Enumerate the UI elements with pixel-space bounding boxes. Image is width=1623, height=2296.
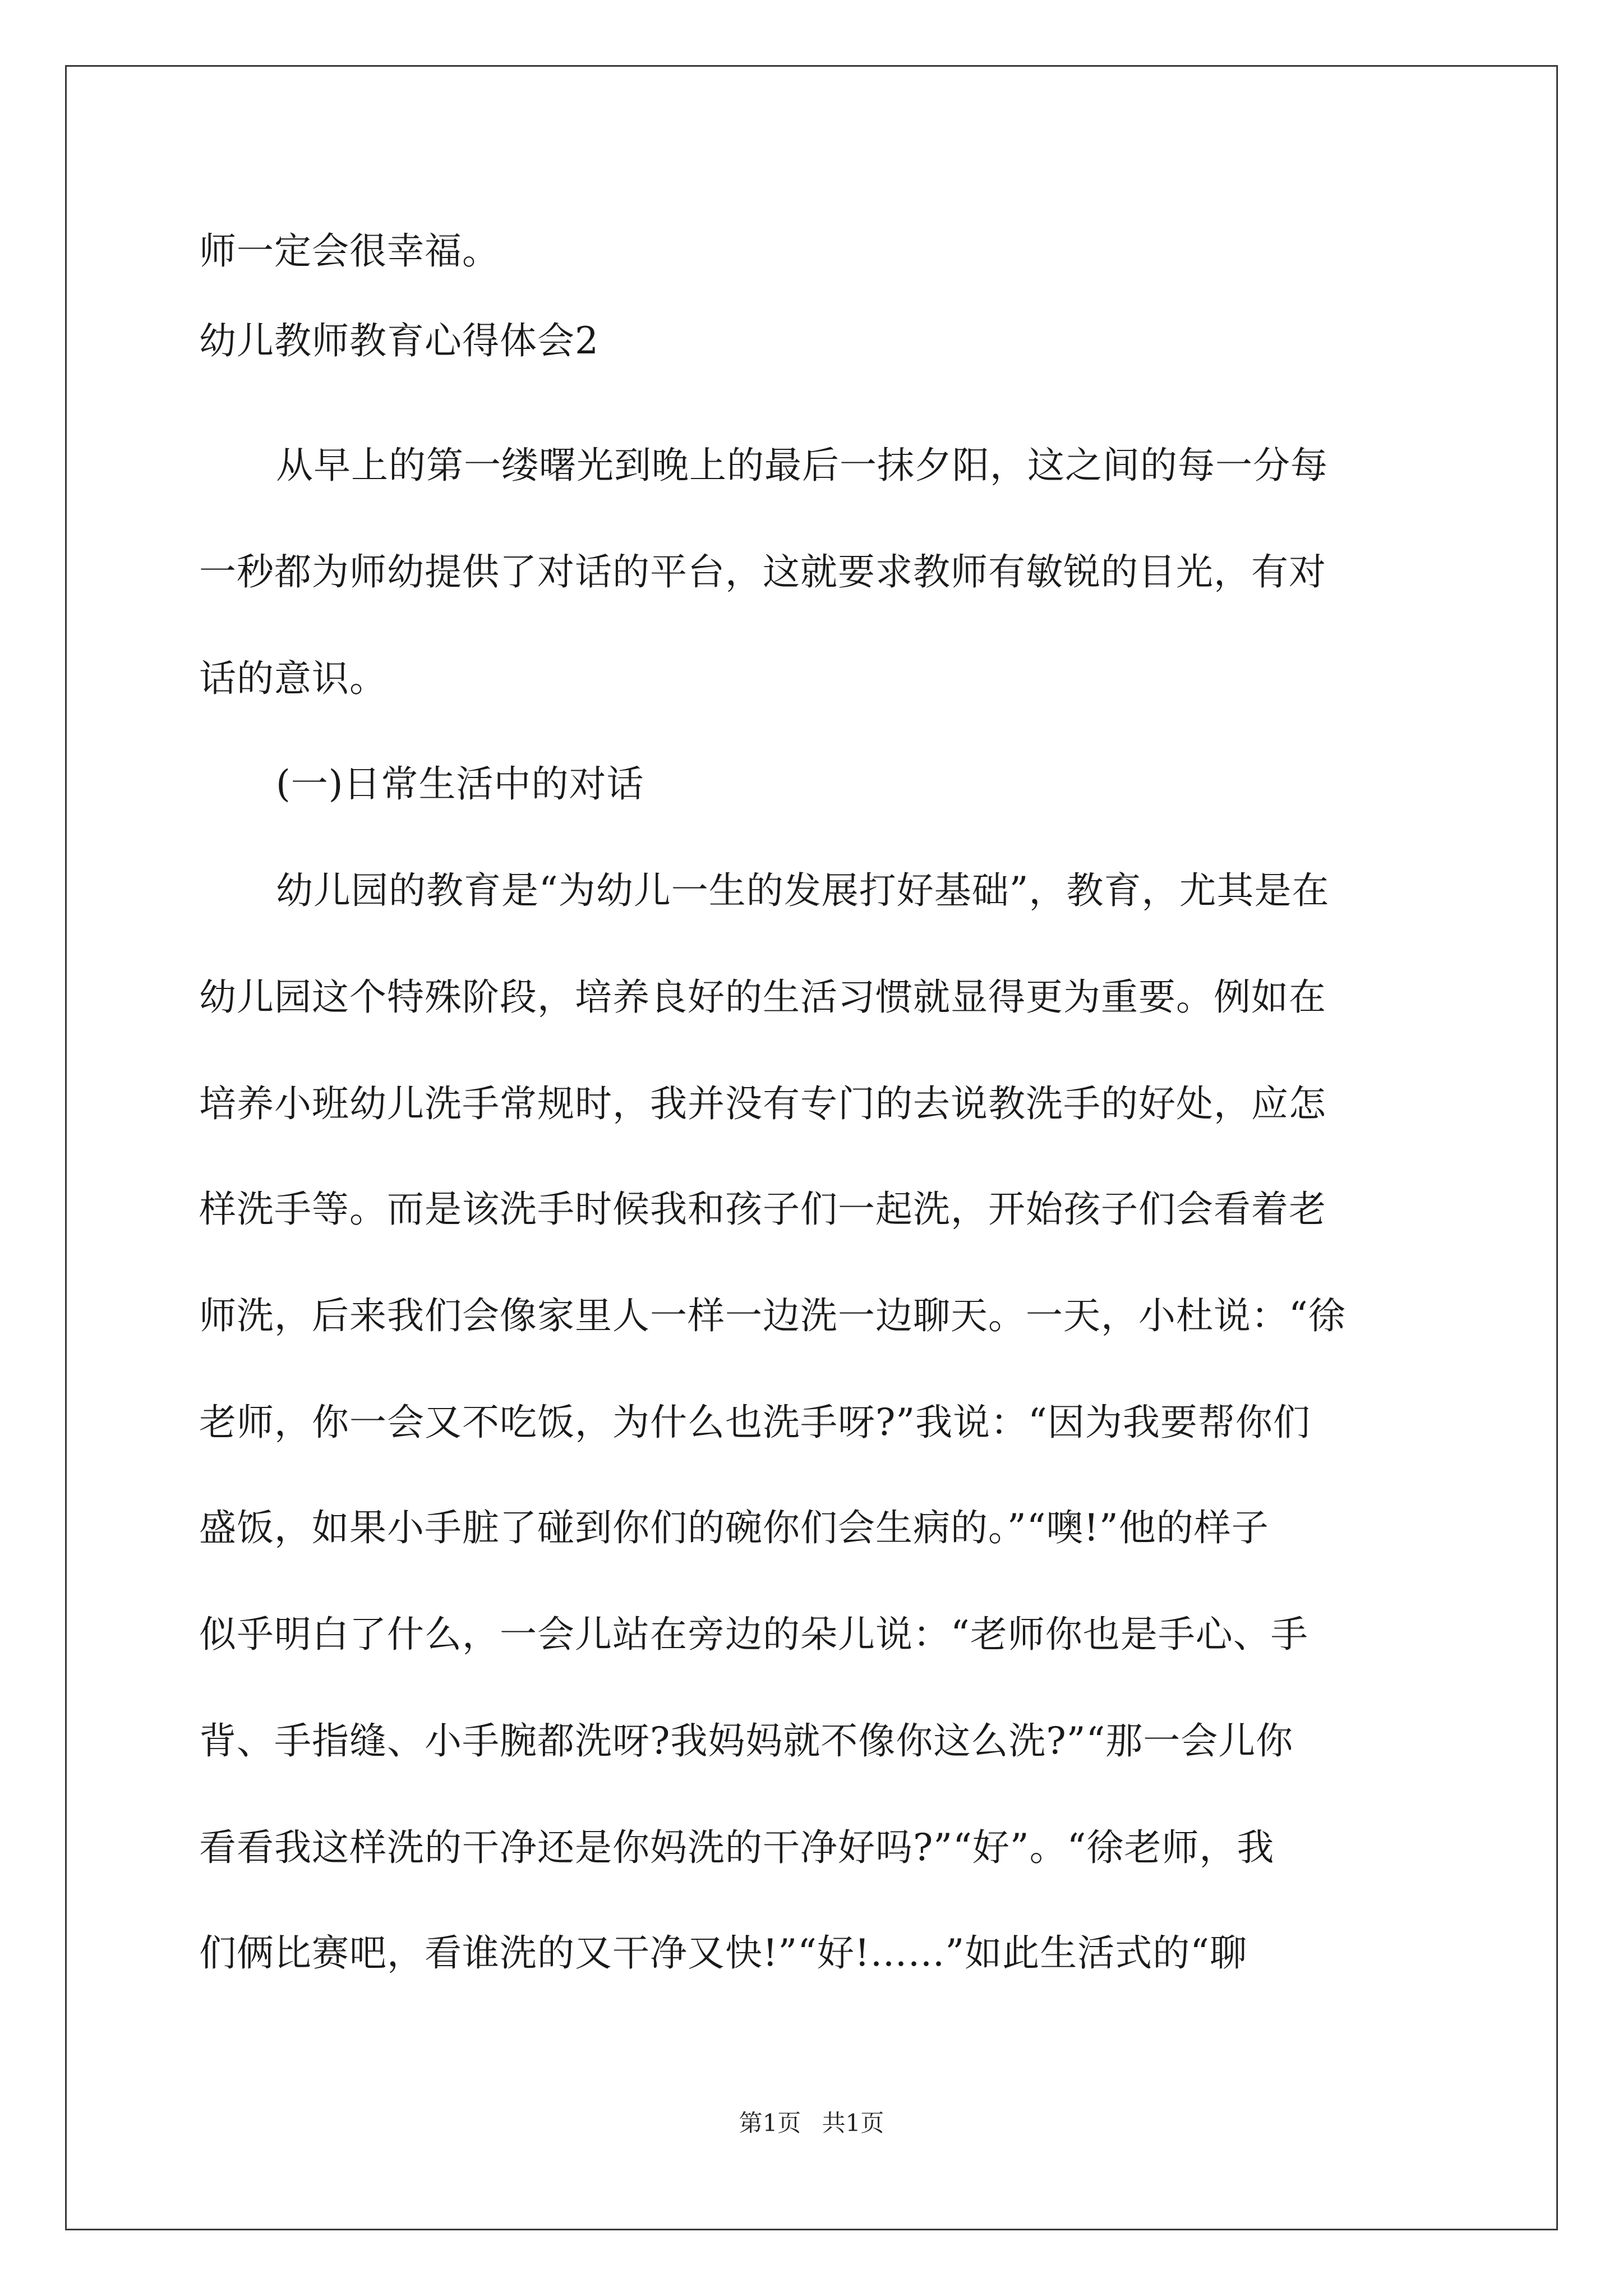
text-line-4: 一秒都为师幼提供了对话的平台，这就要求教师有敏锐的目光，有对 (199, 550, 1326, 593)
text-line-8: 幼儿园这个特殊阶段，培养良好的生活习惯就显得更为重要。例如在 (199, 976, 1326, 1019)
page-number: 第1页 (739, 2109, 801, 2137)
text-line-17: 们俩比赛吧，看谁洗的又干净又快!”“好!……”如此生活式的“聊 (199, 1931, 1248, 1975)
text-line-1: 师一定会很幸福。 (199, 229, 500, 273)
text-line-11: 师洗，后来我们会像家里人一样一边洗一边聊天。一天，小杜说：“徐 (199, 1294, 1346, 1337)
page-footer (0, 2109, 1623, 2137)
text-line-3: 从早上的第一缕曙光到晚上的最后一抹夕阳，这之间的每一分每 (276, 444, 1328, 487)
text-line-16: 看看我这样洗的干净还是你妈洗的干净好吗?”“好”。“徐老师，我 (199, 1826, 1275, 1869)
text-line-12: 老师，你一会又不吃饭，为什么也洗手呀?”我说：“因为我要帮你们 (199, 1401, 1311, 1444)
text-line-7: 幼儿园的教育是“为幼儿一生的发展打好基础”，教育，尤其是在 (276, 869, 1330, 912)
text-line-15: 背、手指缝、小手腕都洗呀?我妈妈就不像你这么洗?”“那一会儿你 (199, 1719, 1294, 1763)
text-line-13: 盛饭，如果小手脏了碰到你们的碗你们会生病的。”“噢!”他的样子 (199, 1506, 1269, 1549)
text-line-5: 话的意识。 (199, 657, 387, 700)
text-line-10: 样洗手等。而是该洗手时候我和孩子们一起洗，开始孩子们会看着老 (199, 1188, 1326, 1231)
page-border (65, 65, 1558, 2230)
text-line-14: 似乎明白了什么，一会儿站在旁边的朵儿说：“老师你也是手心、手 (199, 1613, 1308, 1656)
subsection-heading: (一)日常生活中的对话 (276, 762, 644, 806)
section-heading: 幼儿教师教育心得体会2 (199, 319, 599, 362)
text-line-9: 培养小班幼儿洗手常规时，我并没有专门的去说教洗手的好处，应怎 (199, 1082, 1326, 1125)
page-total: 共1页 (822, 2109, 884, 2137)
